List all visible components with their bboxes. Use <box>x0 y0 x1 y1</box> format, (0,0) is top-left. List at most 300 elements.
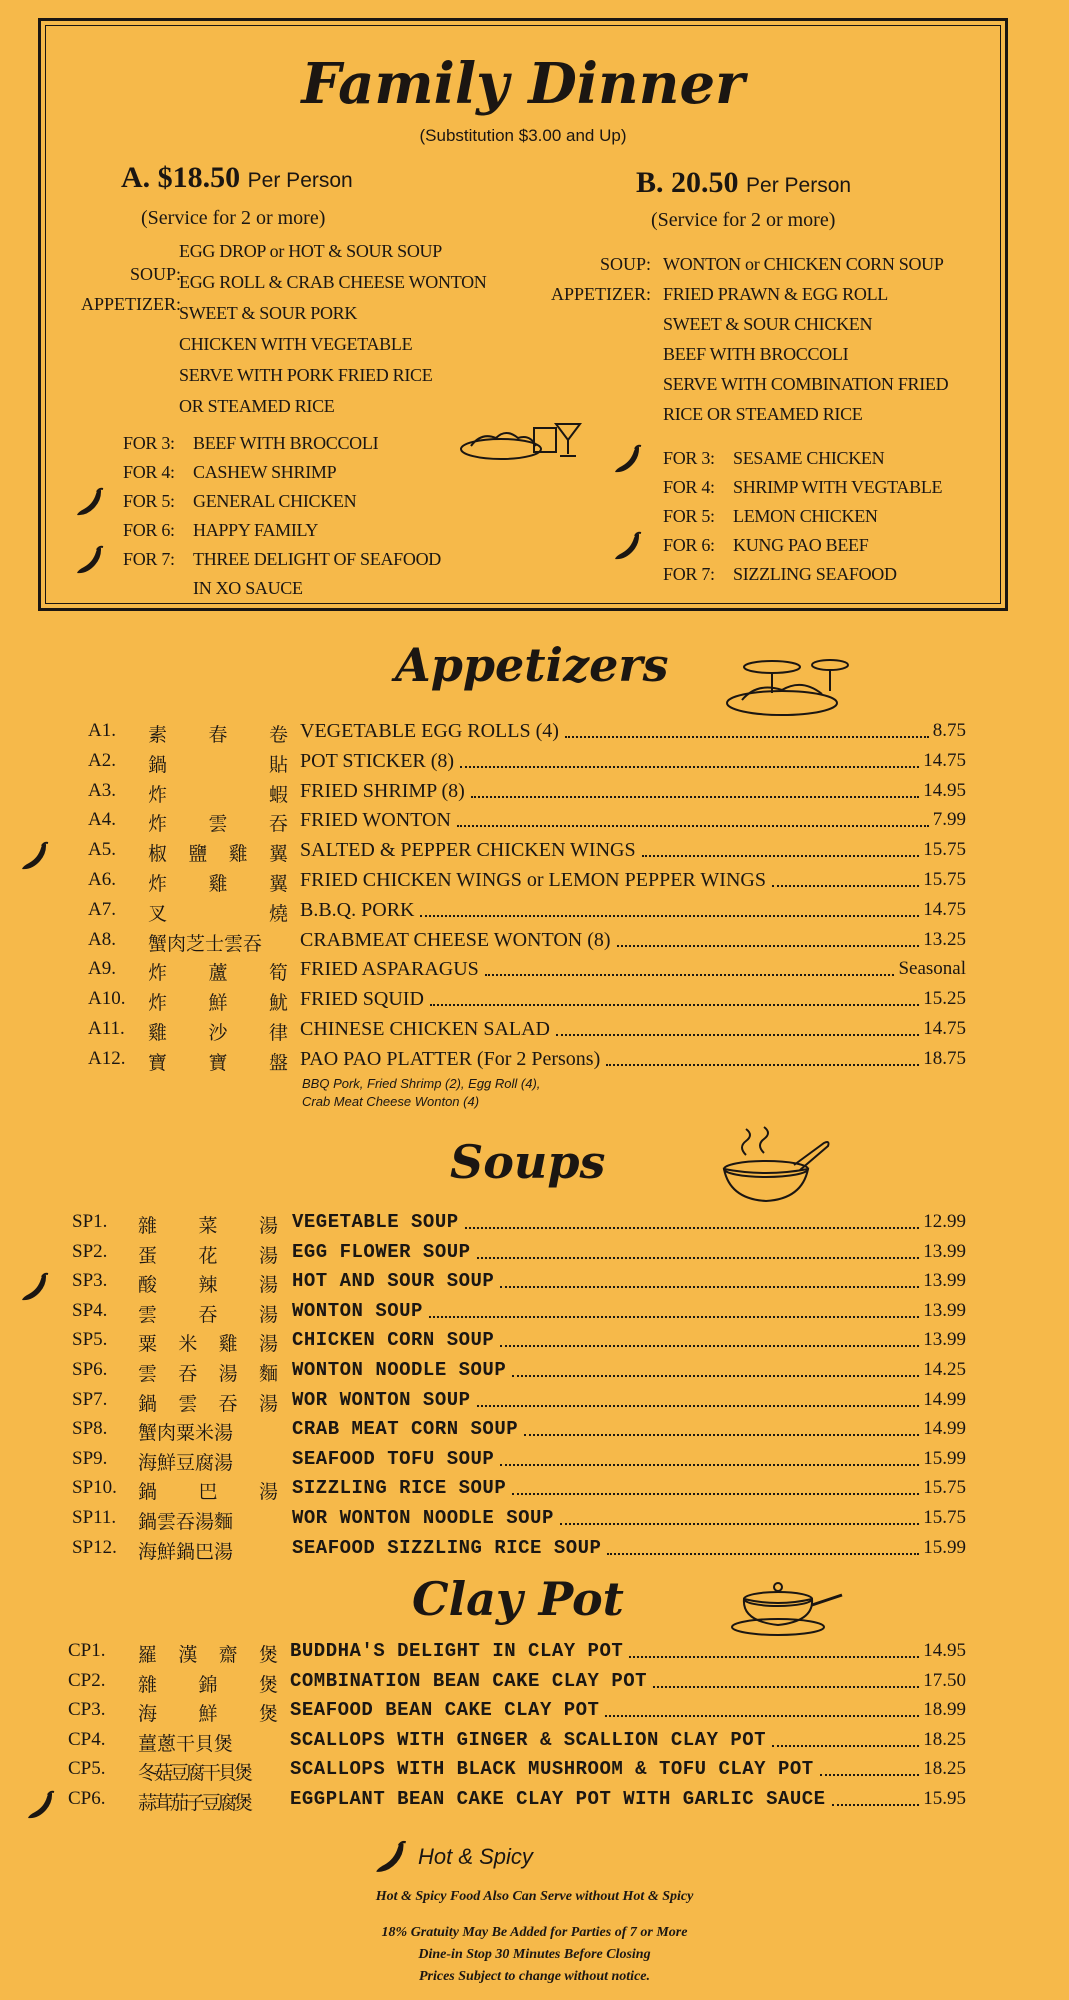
item-chinese-name <box>138 1477 278 1504</box>
item-chinese-name: 海鮮豆腐湯 <box>138 1451 234 1474</box>
chinese-char: 椒 <box>148 843 168 866</box>
item-price: 13.25 <box>923 928 966 950</box>
addition-item: KUNG PAO BEEF <box>733 535 869 555</box>
chinese-char: 吞 <box>198 1303 218 1326</box>
chinese-char: 雲 <box>208 813 228 836</box>
item-code: CP2. <box>68 1669 106 1691</box>
item-name: COMBINATION BEAN CAKE CLAY POT <box>290 1669 648 1692</box>
chili-pepper-icon <box>75 487 105 522</box>
addition-item: BEEF WITH BROCCOLI <box>193 433 379 453</box>
chinese-char: 齋 <box>218 1644 238 1666</box>
menu-row <box>0 1300 1069 1330</box>
item-name: WONTON NOODLE SOUP <box>292 1359 507 1381</box>
chinese-char: 煲 <box>258 1644 278 1666</box>
item-name: FRIED WONTON <box>300 809 451 832</box>
leader-dots <box>500 1339 919 1347</box>
chinese-char: 湯 <box>258 1481 278 1504</box>
chinese-char: 雲 <box>138 1303 158 1326</box>
menu-row <box>0 958 1069 988</box>
chinese-char: 海 <box>138 1703 158 1726</box>
chinese-char: 湯 <box>258 1303 278 1326</box>
item-code: CP5. <box>68 1758 106 1780</box>
item-price: 18.99 <box>923 1699 966 1721</box>
chinese-char: 鹽 <box>188 843 208 866</box>
course-line: SERVE WITH COMBINATION FRIED <box>663 374 949 394</box>
soup-bowl-icon <box>716 1125 831 1207</box>
chinese-char: 鍋 <box>148 753 168 776</box>
item-name: WOR WONTON NOODLE SOUP <box>292 1507 554 1529</box>
chinese-char: 鍋 <box>138 1392 158 1415</box>
item-code: SP11. <box>72 1507 117 1528</box>
platter-note-1: BBQ Pork, Fried Shrimp (2), Egg Roll (4), <box>302 1076 541 1091</box>
platter-note-2: Crab Meat Cheese Wonton (4) <box>302 1094 480 1109</box>
item-code: SP3. <box>72 1270 108 1292</box>
course-line: OR STEAMED RICE <box>179 396 335 416</box>
item-price: 14.95 <box>923 779 966 801</box>
item-price: 8.75 <box>932 720 966 741</box>
option-b-title <box>636 166 851 200</box>
menu-row <box>0 899 1069 929</box>
menu-row <box>0 1670 1069 1700</box>
chili-pepper-icon <box>372 1840 410 1874</box>
chinese-char: 素 <box>148 724 168 746</box>
item-chinese-name <box>148 720 288 747</box>
option-b-soup-label: SOUP: <box>599 254 651 274</box>
menu-row <box>0 1418 1069 1448</box>
course-line: SWEET & SOUR PORK <box>179 303 358 323</box>
item-name: SCALLOPS WITH BLACK MUSHROOM & TOFU CLAY POT <box>290 1758 814 1781</box>
option-a-per-person: Per Person <box>247 169 353 192</box>
addition-item: HAPPY FAMILY <box>193 520 319 540</box>
hot-spicy-note: Hot & Spicy Food Also Can Serve without Hot & Spicy <box>375 1889 694 1904</box>
item-chinese-name <box>138 1359 278 1386</box>
chinese-char: 律 <box>268 1022 288 1044</box>
addition-label: FOR 7: <box>663 564 715 584</box>
leader-dots <box>642 849 919 857</box>
item-code: CP3. <box>68 1699 106 1721</box>
item-name: SEAFOOD BEAN CAKE CLAY POT <box>290 1699 600 1722</box>
option-a-title <box>121 161 353 195</box>
option-b-per-person: Per Person <box>746 174 852 197</box>
item-code: SP6. <box>72 1359 108 1380</box>
leader-dots <box>617 939 919 947</box>
menu-row <box>0 1241 1069 1271</box>
menu-row <box>0 750 1069 780</box>
leader-dots <box>524 1428 919 1436</box>
hot-spicy-legend <box>372 1840 533 1874</box>
course-line: FRIED PRAWN & EGG ROLL <box>663 284 888 304</box>
item-code: A1. <box>88 720 116 741</box>
menu-row <box>0 1477 1069 1507</box>
course-line: SWEET & SOUR CHICKEN <box>663 314 873 334</box>
item-chinese-name: 冬菇豆腐干貝煲 <box>138 1762 251 1785</box>
chinese-char: 煲 <box>258 1703 278 1726</box>
leader-dots <box>772 1739 919 1747</box>
menu-row <box>0 1537 1069 1567</box>
chili-pepper-icon <box>26 1790 56 1825</box>
chinese-char: 炸 <box>148 992 168 1015</box>
leader-dots <box>820 1768 919 1776</box>
clay-pot-icon <box>728 1575 848 1637</box>
addition-item: SESAME CHICKEN <box>733 448 885 468</box>
chinese-char: 雞 <box>228 843 248 866</box>
menu-row <box>0 720 1069 750</box>
item-price: Seasonal <box>898 958 966 980</box>
addition-item: THREE DELIGHT OF SEAFOOD <box>193 549 441 569</box>
leader-dots <box>500 1458 919 1466</box>
addition-label: FOR 4: <box>663 477 715 497</box>
item-name: SCALLOPS WITH GINGER & SCALLION CLAY POT <box>290 1728 767 1751</box>
chinese-char: 翼 <box>268 873 288 895</box>
chinese-char: 湯 <box>258 1215 278 1237</box>
option-b-soup: WONTON or CHICKEN CORN SOUP <box>663 254 944 274</box>
chinese-char: 米 <box>178 1333 198 1356</box>
option-a-service: (Service for 2 or more) <box>141 207 326 229</box>
course-line: EGG ROLL & CRAB CHEESE WONTON <box>179 272 487 292</box>
chinese-char: 麵 <box>258 1363 278 1385</box>
chinese-char: 雲 <box>178 1392 198 1415</box>
addition-label: FOR 3: <box>123 433 175 453</box>
item-name: PAO PAO PLATTER (For 2 Persons) <box>300 1047 601 1070</box>
menu-row <box>0 839 1069 869</box>
leader-dots <box>607 1547 919 1555</box>
item-price: 17.50 <box>923 1669 966 1691</box>
leader-dots <box>772 879 919 887</box>
item-code: SP7. <box>72 1388 108 1410</box>
item-chinese-name <box>148 1018 288 1045</box>
leader-dots <box>565 730 929 738</box>
chinese-char: 錦 <box>198 1673 218 1696</box>
footer-gratuity: 18% Gratuity May Be Added for Parties of 7 or More <box>381 1925 688 1940</box>
item-code: CP6. <box>68 1788 106 1809</box>
appetizers-heading: Appetizers <box>395 638 669 692</box>
dishes-illustration-icon <box>712 655 862 721</box>
item-code: A10. <box>88 988 126 1010</box>
chinese-char: 叉 <box>148 902 168 925</box>
menu-row <box>0 988 1069 1018</box>
item-price: 13.99 <box>923 1299 966 1321</box>
menu-row <box>0 929 1069 959</box>
chinese-char: 羅 <box>138 1644 158 1666</box>
course-line: SERVE WITH PORK FRIED RICE <box>179 365 433 385</box>
soups-heading: Soups <box>450 1135 606 1189</box>
item-chinese-name <box>138 1389 278 1416</box>
chinese-char: 蝦 <box>268 783 288 806</box>
menu-row <box>0 1788 1069 1818</box>
chinese-char: 煲 <box>258 1673 278 1696</box>
chinese-char: 春 <box>208 724 228 746</box>
item-chinese-name <box>138 1670 278 1697</box>
addition-item-cont: IN XO SAUCE <box>193 578 303 598</box>
menu-row <box>0 1758 1069 1788</box>
chili-pepper-icon <box>75 545 105 580</box>
leader-dots <box>485 968 894 976</box>
menu-row <box>0 1018 1069 1048</box>
item-chinese-name <box>148 1048 288 1075</box>
chinese-char: 粟 <box>138 1333 158 1356</box>
option-a-price: A. $18.50 <box>121 161 241 194</box>
family-dinner-box <box>38 18 1008 611</box>
item-code: A5. <box>88 839 116 861</box>
chili-pepper-icon <box>613 444 643 479</box>
chinese-char: 寶 <box>148 1051 168 1074</box>
leader-dots <box>471 790 919 798</box>
addition-item: SIZZLING SEAFOOD <box>733 564 897 584</box>
item-price: 14.95 <box>923 1640 966 1661</box>
item-chinese-name <box>138 1211 278 1238</box>
chinese-char: 湯 <box>258 1333 278 1356</box>
item-code: A3. <box>88 779 116 801</box>
chinese-char: 炸 <box>148 813 168 836</box>
item-chinese-name <box>148 809 288 836</box>
chinese-char: 燒 <box>268 902 288 925</box>
item-price: 15.95 <box>923 1788 966 1809</box>
item-chinese-name <box>138 1270 278 1297</box>
item-chinese-name <box>148 839 288 866</box>
menu-row <box>0 1048 1069 1078</box>
item-code: A11. <box>88 1018 125 1039</box>
addition-item: LEMON CHICKEN <box>733 506 878 526</box>
chinese-char: 筍 <box>268 962 288 985</box>
item-code: A2. <box>88 749 116 771</box>
item-price: 15.99 <box>923 1536 966 1558</box>
menu-row <box>0 1389 1069 1419</box>
chinese-char: 雞 <box>218 1333 238 1356</box>
item-price: 13.99 <box>923 1329 966 1351</box>
course-line: BEEF WITH BROCCOLI <box>663 344 849 364</box>
item-price: 15.75 <box>923 839 966 861</box>
addition-item: CASHEW SHRIMP <box>193 462 337 482</box>
leader-dots <box>512 1369 919 1377</box>
item-price: 15.75 <box>923 1507 966 1528</box>
item-price: 15.99 <box>923 1447 966 1469</box>
addition-label: FOR 5: <box>123 491 175 511</box>
item-name: B.B.Q. PORK <box>300 898 415 921</box>
leader-dots <box>477 1399 919 1407</box>
item-code: CP4. <box>68 1728 106 1750</box>
chinese-char: 菜 <box>198 1215 218 1237</box>
item-price: 14.99 <box>923 1418 966 1440</box>
option-b-appetizer-label: APPETIZER: <box>550 284 651 304</box>
menu-row <box>0 1640 1069 1670</box>
course-line: EGG DROP or HOT & SOUR SOUP <box>179 241 442 261</box>
menu-row <box>0 780 1069 810</box>
item-price: 12.99 <box>923 1211 966 1232</box>
item-code: A6. <box>88 869 116 890</box>
item-name: SIZZLING RICE SOUP <box>292 1477 507 1500</box>
item-code: A4. <box>88 809 116 831</box>
leader-dots <box>500 1280 919 1288</box>
item-name: WOR WONTON SOUP <box>292 1388 471 1411</box>
chinese-char: 蛋 <box>138 1244 158 1267</box>
item-name: CRAB MEAT CORN SOUP <box>292 1418 519 1441</box>
item-name: POT STICKER (8) <box>300 749 455 772</box>
chinese-char: 吞 <box>218 1392 238 1415</box>
leader-dots <box>420 909 919 917</box>
chinese-char: 鮮 <box>208 992 228 1015</box>
leader-dots <box>430 998 919 1006</box>
item-chinese-name <box>148 958 288 985</box>
menu-row <box>0 809 1069 839</box>
chinese-char: 雜 <box>138 1215 158 1237</box>
chinese-char: 吞 <box>268 813 288 836</box>
course-line: RICE OR STEAMED RICE <box>663 404 863 424</box>
item-code: SP12. <box>72 1536 117 1558</box>
item-name: FRIED ASPARAGUS <box>300 958 479 981</box>
leader-dots <box>832 1798 919 1806</box>
family-dinner-title: Family Dinner <box>301 51 745 117</box>
chinese-char: 魷 <box>268 992 288 1015</box>
item-name: SEAFOOD TOFU SOUP <box>292 1447 495 1470</box>
item-chinese-name: 鍋雲吞湯麵 <box>138 1511 234 1533</box>
menu-row <box>0 1729 1069 1759</box>
chinese-char: 寶 <box>208 1051 228 1074</box>
chinese-char: 吞 <box>178 1363 198 1385</box>
item-name: FRIED CHICKEN WINGS or LEMON PEPPER WINGS <box>300 869 766 891</box>
item-chinese-name: 蒜茸茄子豆腐煲 <box>138 1792 251 1814</box>
chinese-char: 沙 <box>208 1022 228 1044</box>
hot-spicy-label: Hot & Spicy <box>418 1844 533 1869</box>
item-chinese-name: 蟹肉芝士雲吞 <box>148 932 263 955</box>
item-chinese-name <box>148 899 288 926</box>
chinese-char: 湯 <box>258 1244 278 1267</box>
chinese-char: 炸 <box>148 873 168 895</box>
addition-item: SHRIMP WITH VEGTABLE <box>733 477 943 497</box>
chinese-char: 酸 <box>138 1274 158 1297</box>
footer-prices: Prices Subject to change without notice. <box>418 1969 650 1984</box>
leader-dots <box>465 1221 919 1229</box>
chinese-char: 蘆 <box>208 962 228 985</box>
item-name: FRIED SHRIMP (8) <box>300 779 465 802</box>
item-price: 13.99 <box>923 1240 966 1262</box>
item-chinese-name <box>138 1640 278 1667</box>
addition-label: FOR 3: <box>663 448 715 468</box>
item-name: HOT AND SOUR SOUP <box>292 1270 495 1293</box>
chili-pepper-icon <box>613 531 643 566</box>
item-price: 14.99 <box>923 1388 966 1410</box>
chinese-char: 雲 <box>138 1363 158 1385</box>
addition-item: GENERAL CHICKEN <box>193 491 357 511</box>
menu-row <box>0 1507 1069 1537</box>
addition-label: FOR 4: <box>123 462 175 482</box>
item-name: WONTON SOUP <box>292 1299 423 1322</box>
leader-dots <box>605 1709 919 1717</box>
item-code: A7. <box>88 898 116 920</box>
leader-dots <box>512 1487 919 1495</box>
item-code: SP10. <box>72 1477 117 1499</box>
item-price: 14.75 <box>923 898 966 920</box>
chinese-char: 辣 <box>198 1274 218 1297</box>
leader-dots <box>629 1650 919 1658</box>
menu-row <box>0 1699 1069 1729</box>
chinese-char: 翼 <box>268 843 288 866</box>
menu-row <box>0 1270 1069 1300</box>
leader-dots <box>606 1058 919 1066</box>
item-price: 14.25 <box>923 1359 966 1380</box>
item-code: SP1. <box>72 1211 108 1232</box>
chinese-char: 鮮 <box>198 1703 218 1726</box>
item-code: SP4. <box>72 1299 108 1321</box>
item-code: A8. <box>88 928 116 950</box>
addition-label: FOR 6: <box>663 535 715 555</box>
item-price: 15.25 <box>923 988 966 1010</box>
menu-row <box>0 1329 1069 1359</box>
item-name: EGG FLOWER SOUP <box>292 1240 471 1263</box>
chinese-char: 盤 <box>268 1051 288 1074</box>
course-line: CHICKEN WITH VEGETABLE <box>179 334 413 354</box>
item-price: 13.99 <box>923 1270 966 1292</box>
leader-dots <box>429 1310 919 1318</box>
addition-label: FOR 7: <box>123 549 175 569</box>
dishes-illustration-icon <box>456 416 586 464</box>
item-name: CRABMEAT CHEESE WONTON (8) <box>300 928 611 951</box>
option-a-appetizer-label: APPETIZER: <box>80 294 181 314</box>
item-name: CHICKEN CORN SOUP <box>292 1329 495 1352</box>
menu-row <box>0 869 1069 899</box>
item-chinese-name <box>138 1699 278 1726</box>
item-price: 18.25 <box>923 1728 966 1750</box>
chinese-char: 花 <box>198 1244 218 1267</box>
item-name: VEGETABLE SOUP <box>292 1211 459 1233</box>
leader-dots <box>653 1680 919 1688</box>
clay-pot-heading: Clay Pot <box>412 1572 624 1626</box>
chinese-char: 雜 <box>138 1673 158 1696</box>
option-a-soup-label: SOUP: <box>129 264 181 284</box>
item-price: 7.99 <box>932 809 966 831</box>
item-chinese-name <box>148 750 288 777</box>
chinese-char: 湯 <box>218 1363 238 1385</box>
item-code: A12. <box>88 1047 126 1069</box>
chinese-char: 雞 <box>208 873 228 895</box>
chinese-char: 卷 <box>268 724 288 746</box>
item-code: SP5. <box>72 1329 108 1351</box>
item-name: FRIED SQUID <box>300 988 424 1011</box>
item-chinese-name <box>148 869 288 896</box>
chinese-char: 貼 <box>268 753 288 776</box>
chinese-char: 炸 <box>148 962 168 985</box>
leader-dots <box>457 819 929 827</box>
option-b-price: B. 20.50 <box>636 166 739 199</box>
item-price: 14.75 <box>923 749 966 771</box>
item-code: A9. <box>88 958 116 980</box>
item-chinese-name: 蟹肉粟米湯 <box>138 1422 234 1445</box>
chinese-char: 湯 <box>258 1392 278 1415</box>
chinese-char: 巴 <box>198 1481 218 1504</box>
item-price: 15.75 <box>923 1477 966 1499</box>
chinese-char: 湯 <box>258 1274 278 1297</box>
substitution-note: (Substitution $3.00 and Up) <box>419 126 627 145</box>
item-chinese-name <box>138 1241 278 1268</box>
item-name: CHINESE CHICKEN SALAD <box>300 1018 550 1040</box>
item-price: 18.25 <box>923 1758 966 1780</box>
footer-dine-in: Dine-in Stop 30 Minutes Before Closing <box>418 1947 651 1962</box>
item-name: SEAFOOD SIZZLING RICE SOUP <box>292 1536 602 1559</box>
item-name: BUDDHA'S DELIGHT IN CLAY POT <box>290 1640 624 1662</box>
item-name: VEGETABLE EGG ROLLS (4) <box>300 720 559 742</box>
item-chinese-name: 薑蔥干貝煲 <box>138 1732 234 1755</box>
item-code: SP2. <box>72 1240 108 1262</box>
item-code: CP1. <box>68 1640 106 1661</box>
item-name: SALTED & PEPPER CHICKEN WINGS <box>300 839 636 862</box>
chinese-char: 雞 <box>148 1022 168 1044</box>
item-chinese-name <box>148 780 288 807</box>
item-chinese-name: 海鮮鍋巴湯 <box>138 1540 234 1563</box>
leader-dots <box>477 1251 919 1259</box>
item-chinese-name <box>148 988 288 1015</box>
leader-dots <box>556 1028 919 1036</box>
item-chinese-name <box>138 1329 278 1356</box>
option-b-service: (Service for 2 or more) <box>651 209 836 231</box>
